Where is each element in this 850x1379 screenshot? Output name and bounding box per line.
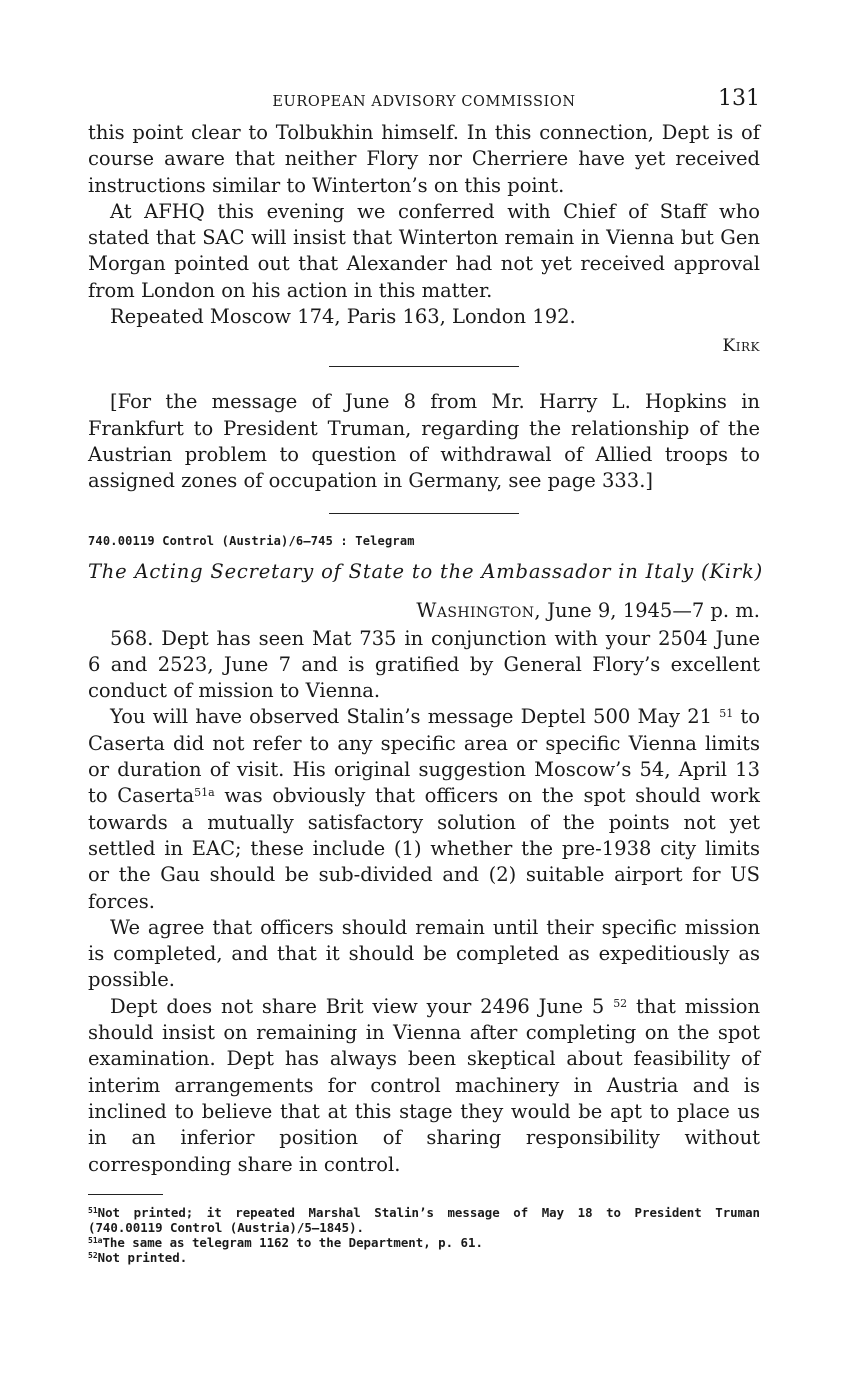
signature-kirk: Kirk	[722, 336, 760, 357]
dateline-time: June 9, 1945—7 p. m.	[541, 598, 760, 622]
continuation-paragraph-3: Repeated Moscow 174, Paris 163, London 192.	[110, 305, 576, 329]
footnote-52	[88, 1250, 760, 1265]
dateline	[88, 599, 760, 622]
footnote-51	[88, 1205, 760, 1235]
footnote-text: Not printed; it repeated Marshal Stalin’s message of May 18 to President Truman (740.00119 Control (Austria)/5–1845).	[88, 1204, 760, 1235]
section-divider	[329, 513, 519, 514]
file-reference: 740.00119 Control (Austria)/6–745 : Telegram	[88, 533, 415, 548]
footnote-text: The same as telegram 1162 to the Department, p. 61.	[102, 1234, 483, 1250]
footnote-text: Not printed.	[97, 1249, 188, 1265]
telegram-paragraph-3: We agree that officers should remain until their specific mission is completed, and that it should be completed as expeditiously as possible.	[88, 915, 760, 992]
footnote-ref-52[interactable]: 52	[613, 996, 628, 1010]
footnote-ref-51a[interactable]: 51a	[194, 786, 215, 800]
section-divider	[329, 366, 519, 367]
running-title: EUROPEAN ADVISORY COMMISSION	[272, 94, 576, 110]
footnote-ref-51[interactable]: 51	[719, 707, 734, 721]
text-run: to Caserta did not refer to any specific area or specific Vienna limits or duration of visit. His original suggestion Moscow’s 54, April 13 to Caserta	[88, 705, 760, 808]
editorial-note: [For the message of June 8 from Mr. Harry L. Hopkins in Frankfurt to President Truman, regarding the relationship of the Austrian problem to question of withdrawal of Allied troops to assigned zones of occupation in Germany, see page 333.]	[88, 390, 760, 493]
continuation-paragraph-2: At AFHQ this evening we conferred with Chief of Staff who stated that SAC will insist that Winterton remain in Vienna but Gen Morgan pointed out that Alexander had not yet received approval from London on his action in this matter.	[88, 199, 760, 302]
text-run: You will have observed Stalin’s message Deptel 500 May 21	[110, 705, 720, 729]
text-run: that mission should insist on remaining in Vienna after completing on the spot examination. Dept has always been skeptical about feasibility of interim arrangements for control machinery in Austria and is inclined to believe that at this stage they would be apt to place us in an inferior position of sharing responsibility without corresponding share in control.	[88, 994, 760, 1176]
footnote-51a	[88, 1235, 760, 1250]
continuation-paragraph-1: this point clear to Tolbukhin himself. In this connection, Dept is of course aware that neither Flory nor Cherriere have yet received instructions similar to Winterton’s on this point.	[88, 121, 760, 197]
telegram-paragraph-4	[88, 994, 760, 1178]
page-number: 131	[718, 86, 760, 111]
text-run: was obviously that officers on the spot should work towards a mutually satisfactory solution of the points not yet settled in EAC; these include (1) whether the pre-1938 city limits or the Gau should be sub-divided and (2) suitable airport for US forces.	[88, 784, 760, 913]
footnote-mark: 51a	[88, 1235, 103, 1245]
document-heading: The Acting Secretary of State to the Ambassador in Italy (Kirk)	[88, 559, 763, 583]
telegram-paragraph-1: 568. Dept has seen Mat 735 in conjunction with your 2504 June 6 and 2523, June 7 and is gratified by General Flory’s excellent conduct of mission to Vienna.	[88, 626, 760, 703]
telegram-paragraph-2	[88, 704, 760, 914]
footnote-mark: 52	[88, 1250, 98, 1260]
footnote-mark: 51	[88, 1205, 98, 1215]
footnote-divider	[88, 1194, 163, 1195]
text-run: Dept does not share Brit view your 2496 June 5	[110, 994, 614, 1018]
document-page	[88, 86, 763, 1265]
dateline-place: Washington,	[416, 598, 542, 622]
running-head	[88, 86, 760, 120]
